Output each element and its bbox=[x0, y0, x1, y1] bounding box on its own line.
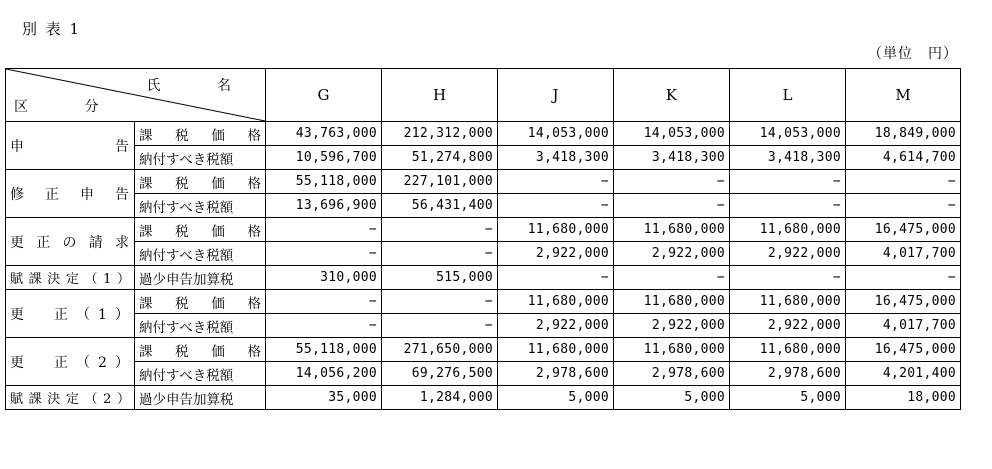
item-label: 課税価格 bbox=[135, 290, 266, 314]
value-cell: − bbox=[382, 242, 498, 266]
value-cell: − bbox=[498, 266, 614, 290]
value-cell: − bbox=[266, 218, 382, 242]
value-cell: 16,475,000 bbox=[846, 338, 961, 362]
value-cell: 35,000 bbox=[266, 386, 382, 410]
item-label: 過少申告加算税 bbox=[135, 266, 266, 290]
value-cell: 4,017,700 bbox=[846, 242, 961, 266]
value-cell: 3,418,300 bbox=[614, 146, 730, 170]
value-cell: 212,312,000 bbox=[382, 122, 498, 146]
value-cell: 11,680,000 bbox=[498, 338, 614, 362]
document-title: 別 表 1 bbox=[22, 20, 82, 38]
value-cell: 14,056,200 bbox=[266, 362, 382, 386]
value-cell: − bbox=[846, 266, 961, 290]
value-cell: 18,849,000 bbox=[846, 122, 961, 146]
item-label: 課税価格 bbox=[135, 170, 266, 194]
value-cell: 11,680,000 bbox=[498, 290, 614, 314]
value-cell: 2,978,600 bbox=[614, 362, 730, 386]
value-cell: − bbox=[382, 218, 498, 242]
item-label: 課税価格 bbox=[135, 338, 266, 362]
value-cell: 69,276,500 bbox=[382, 362, 498, 386]
category-label: 申 告 bbox=[6, 122, 135, 170]
table-row bbox=[6, 194, 961, 218]
taxpayer-header-k: K bbox=[614, 69, 730, 122]
value-cell: 4,201,400 bbox=[846, 362, 961, 386]
unit-note: （単位 円） bbox=[868, 46, 958, 62]
value-cell: 13,696,900 bbox=[266, 194, 382, 218]
value-cell: 2,922,000 bbox=[614, 314, 730, 338]
table-row bbox=[6, 218, 961, 242]
table-row bbox=[6, 146, 961, 170]
item-label: 過少申告加算税 bbox=[135, 386, 266, 410]
value-cell: − bbox=[730, 266, 846, 290]
value-cell: 14,053,000 bbox=[614, 122, 730, 146]
value-cell: 16,475,000 bbox=[846, 218, 961, 242]
value-cell: − bbox=[730, 194, 846, 218]
item-label: 納付すべき税額 bbox=[135, 314, 266, 338]
table-row bbox=[6, 242, 961, 266]
value-cell: − bbox=[614, 266, 730, 290]
value-cell: 55,118,000 bbox=[266, 338, 382, 362]
table-row bbox=[6, 170, 961, 194]
value-cell: 515,000 bbox=[382, 266, 498, 290]
value-cell: 3,418,300 bbox=[730, 146, 846, 170]
category-label: 修正申告 bbox=[6, 170, 135, 218]
header-corner-cell bbox=[6, 69, 266, 122]
value-cell: 11,680,000 bbox=[614, 290, 730, 314]
value-cell: 5,000 bbox=[498, 386, 614, 410]
value-cell: 310,000 bbox=[266, 266, 382, 290]
value-cell: 4,614,700 bbox=[846, 146, 961, 170]
value-cell: 14,053,000 bbox=[730, 122, 846, 146]
category-header-label: 区 分 bbox=[14, 99, 125, 115]
item-label: 納付すべき税額 bbox=[135, 242, 266, 266]
value-cell: 3,418,300 bbox=[498, 146, 614, 170]
value-cell: 10,596,700 bbox=[266, 146, 382, 170]
value-cell: 5,000 bbox=[614, 386, 730, 410]
category-label: 賦課決定（1） bbox=[6, 266, 135, 290]
value-cell: 11,680,000 bbox=[730, 338, 846, 362]
table-row bbox=[6, 362, 961, 386]
value-cell: 11,680,000 bbox=[498, 218, 614, 242]
taxpayer-header-h: H bbox=[382, 69, 498, 122]
value-cell: 227,101,000 bbox=[382, 170, 498, 194]
value-cell: 43,763,000 bbox=[266, 122, 382, 146]
item-label: 課税価格 bbox=[135, 218, 266, 242]
category-label: 更正の請求 bbox=[6, 218, 135, 266]
item-label: 納付すべき税額 bbox=[135, 194, 266, 218]
item-label: 課税価格 bbox=[135, 122, 266, 146]
table-row bbox=[6, 314, 961, 338]
value-cell: 18,000 bbox=[846, 386, 961, 410]
taxpayer-header-m: M bbox=[846, 69, 961, 122]
tax-table bbox=[5, 68, 961, 410]
value-cell: 2,922,000 bbox=[498, 242, 614, 266]
item-label: 納付すべき税額 bbox=[135, 362, 266, 386]
value-cell: 4,017,700 bbox=[846, 314, 961, 338]
value-cell: − bbox=[614, 170, 730, 194]
value-cell: 55,118,000 bbox=[266, 170, 382, 194]
value-cell: − bbox=[266, 242, 382, 266]
table-row bbox=[6, 290, 961, 314]
value-cell: 11,680,000 bbox=[614, 338, 730, 362]
value-cell: − bbox=[382, 290, 498, 314]
value-cell: − bbox=[846, 170, 961, 194]
value-cell: − bbox=[730, 170, 846, 194]
table-row bbox=[6, 266, 961, 290]
value-cell: 16,475,000 bbox=[846, 290, 961, 314]
value-cell: 2,922,000 bbox=[614, 242, 730, 266]
category-label: 更 正（1） bbox=[6, 290, 135, 338]
value-cell: − bbox=[382, 314, 498, 338]
value-cell: 11,680,000 bbox=[614, 218, 730, 242]
value-cell: − bbox=[498, 194, 614, 218]
value-cell: 11,680,000 bbox=[730, 290, 846, 314]
value-cell: 56,431,400 bbox=[382, 194, 498, 218]
value-cell: 14,053,000 bbox=[498, 122, 614, 146]
value-cell: 2,978,600 bbox=[730, 362, 846, 386]
value-cell: − bbox=[266, 314, 382, 338]
value-cell: − bbox=[266, 290, 382, 314]
value-cell: − bbox=[498, 170, 614, 194]
table-body bbox=[6, 69, 961, 410]
table-row bbox=[6, 338, 961, 362]
category-label: 賦課決定（2） bbox=[6, 386, 135, 410]
category-label: 更 正（2） bbox=[6, 338, 135, 386]
value-cell: − bbox=[846, 194, 961, 218]
table-row bbox=[6, 386, 961, 410]
value-cell: 11,680,000 bbox=[730, 218, 846, 242]
value-cell: 2,922,000 bbox=[498, 314, 614, 338]
value-cell: 271,650,000 bbox=[382, 338, 498, 362]
item-label: 納付すべき税額 bbox=[135, 146, 266, 170]
header-row bbox=[6, 69, 961, 122]
value-cell: − bbox=[614, 194, 730, 218]
taxpayer-header-g: G bbox=[266, 69, 382, 122]
name-header-label: 氏 名 bbox=[146, 78, 257, 94]
value-cell: 5,000 bbox=[730, 386, 846, 410]
value-cell: 2,922,000 bbox=[730, 242, 846, 266]
table-row bbox=[6, 122, 961, 146]
value-cell: 2,978,600 bbox=[498, 362, 614, 386]
taxpayer-header-l: L bbox=[730, 69, 846, 122]
value-cell: 2,922,000 bbox=[730, 314, 846, 338]
value-cell: 1,284,000 bbox=[382, 386, 498, 410]
taxpayer-header-j: J bbox=[498, 69, 614, 122]
value-cell: 51,274,800 bbox=[382, 146, 498, 170]
